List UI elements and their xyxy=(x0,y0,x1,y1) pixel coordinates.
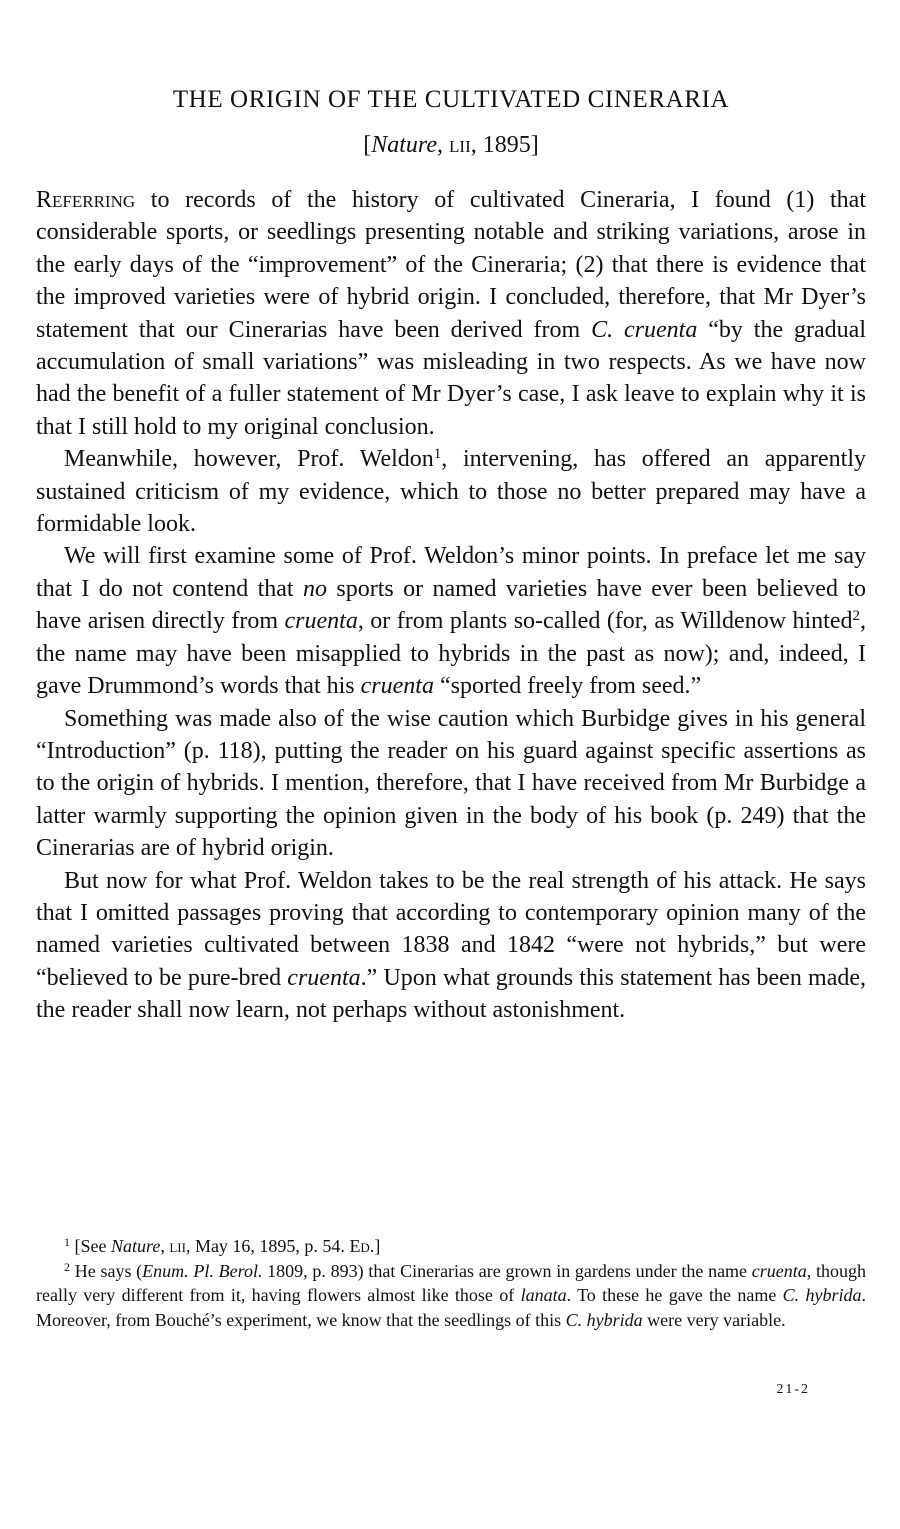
footnote-1-text-b: , May 16, 1895, p. 54. xyxy=(185,1236,350,1256)
paragraph-3-text-b: sports or named varieties have ever been believed to have arisen directly from xyxy=(36,575,867,635)
footnote-2-italic-3: lanata xyxy=(520,1285,567,1306)
footnote-2-text-e: . Moreover, from Bouché’s experiment, we know that the seedlings of this xyxy=(36,1285,866,1330)
citation-sep: , xyxy=(437,132,450,158)
citation-volume: lii xyxy=(449,132,471,158)
citation-open: [ xyxy=(363,132,372,158)
footnote-2-text-d: . To these he gave the name xyxy=(566,1285,783,1306)
footnote-2-italic-2: cruenta xyxy=(751,1260,807,1281)
footnote-1-marker: 1 xyxy=(64,1235,70,1249)
paragraph-1 xyxy=(36,184,866,443)
paragraph-5-italic: cruenta xyxy=(287,964,361,991)
paragraph-4: Something was made also of the wise caution which Burbidge gives in his general “Introduction” (p. 118), putting the reader on his guard against specific assertions as to the origin of hybrids. I mention, therefore, that I have received from Mr Burbidge a latter warmly supporting the opinion given in the body of his book (p. 249) that the Cinerarias are of hybrid origin. xyxy=(36,705,866,862)
footnote-ref-1: 1 xyxy=(433,446,442,463)
paragraph-2-text-b: , intervening, has offered an apparently sustained criticism of my evidence, which to those no better prepared may have a formidable look. xyxy=(36,446,867,538)
paragraph-2 xyxy=(36,443,866,540)
paragraph-5 xyxy=(36,865,866,1027)
paragraph-1-text-a: to records of the history of cultivated Cineraria, I found (1) that considerable sports, or seedlings presenting notable and striking variations, arose in the early days of the “improvement” of the Cineraria; (2) that there is evidence that the improved varieties were of hybrid origin. I concluded, therefore, that Mr Dyer’s statement that our Cinerarias have been derived from xyxy=(36,187,866,343)
footnote-2-text-a: He says ( xyxy=(70,1260,143,1281)
paragraph-3-text-a: We will first examine some of Prof. Weldon’s minor points. In preface let me say that I do not contend that xyxy=(36,543,866,602)
footnote-2-text-f: were very variable. xyxy=(642,1309,786,1330)
paragraph-1-lead: Referring xyxy=(36,187,136,213)
footnote-2-italic-4: C. hybrida xyxy=(782,1285,862,1306)
footnote-2-italic-1: Enum. Pl. Berol. xyxy=(142,1260,263,1281)
paragraph-2-text-a: Meanwhile, however, Prof. Weldon xyxy=(64,446,434,473)
footnote-1-sep: , xyxy=(160,1236,170,1256)
footnote-1 xyxy=(36,1234,866,1259)
paragraph-3-text-c: , or from plants so-called (for, as Willdenow hinted xyxy=(357,608,853,635)
page-title: THE ORIGIN OF THE CULTIVATED CINERARIA xyxy=(172,86,730,113)
footnote-ref-2: 2 xyxy=(852,608,861,625)
footnote-2-italic-5: C. hybrida xyxy=(565,1309,643,1330)
paragraph-3 xyxy=(36,540,866,702)
footnote-1-text-a: [See xyxy=(70,1236,111,1256)
citation xyxy=(36,132,866,159)
citation-journal: Nature xyxy=(371,132,438,158)
paragraph-3-text-d: , the name may have been misapplied to hybrids in the past as now); and, indeed, I gave Drummond’s words that his xyxy=(36,608,867,700)
paragraph-3-italic-2: cruenta xyxy=(284,608,358,635)
footnote-2 xyxy=(36,1259,866,1333)
body-text xyxy=(36,184,866,1027)
paragraph-3-italic-1: no xyxy=(302,575,327,602)
footnote-1-journal: Nature xyxy=(110,1236,161,1256)
footnotes xyxy=(36,1234,866,1332)
paragraph-5-text-b: .” Upon what grounds this statement has been made, the reader shall now learn, not perhaps without astonishment. xyxy=(36,964,866,1024)
footnote-1-volume: lii xyxy=(169,1236,186,1256)
signature-mark: 21-2 xyxy=(776,1382,810,1397)
paragraph-5-text-a: But now for what Prof. Weldon takes to be the real strength of his attack. He says that I omitted passages proving that according to contemporary opinion many of the named varieties cultivated between 1838 and 1842 “were not hybrids,” but were “believed to be pure-bred xyxy=(36,867,866,991)
footnote-1-editor: Ed. xyxy=(349,1236,375,1256)
footnote-1-text-c: ] xyxy=(374,1236,381,1256)
footnote-2-text-b: 1809, p. 893) that Cinerarias are grown in gardens under the name xyxy=(262,1260,752,1281)
paragraph-3-text-e: “sported freely from seed.” xyxy=(433,673,702,700)
paragraph-3-italic-3: cruenta xyxy=(360,673,434,700)
footnote-2-text-c: , though really very different from it, having flowers almost like those of xyxy=(36,1260,866,1306)
citation-year: , 1895] xyxy=(470,132,539,158)
paragraph-1-text-b: “by the gradual accumulation of small variations” was misleading in two respects. As we have now had the benefit of a fuller statement of Mr Dyer’s case, I ask leave to explain why it is that I still hold to my original conclusion. xyxy=(36,316,866,440)
footnote-2-marker: 2 xyxy=(64,1259,70,1274)
paragraph-1-italic: C. cruenta xyxy=(591,316,698,343)
